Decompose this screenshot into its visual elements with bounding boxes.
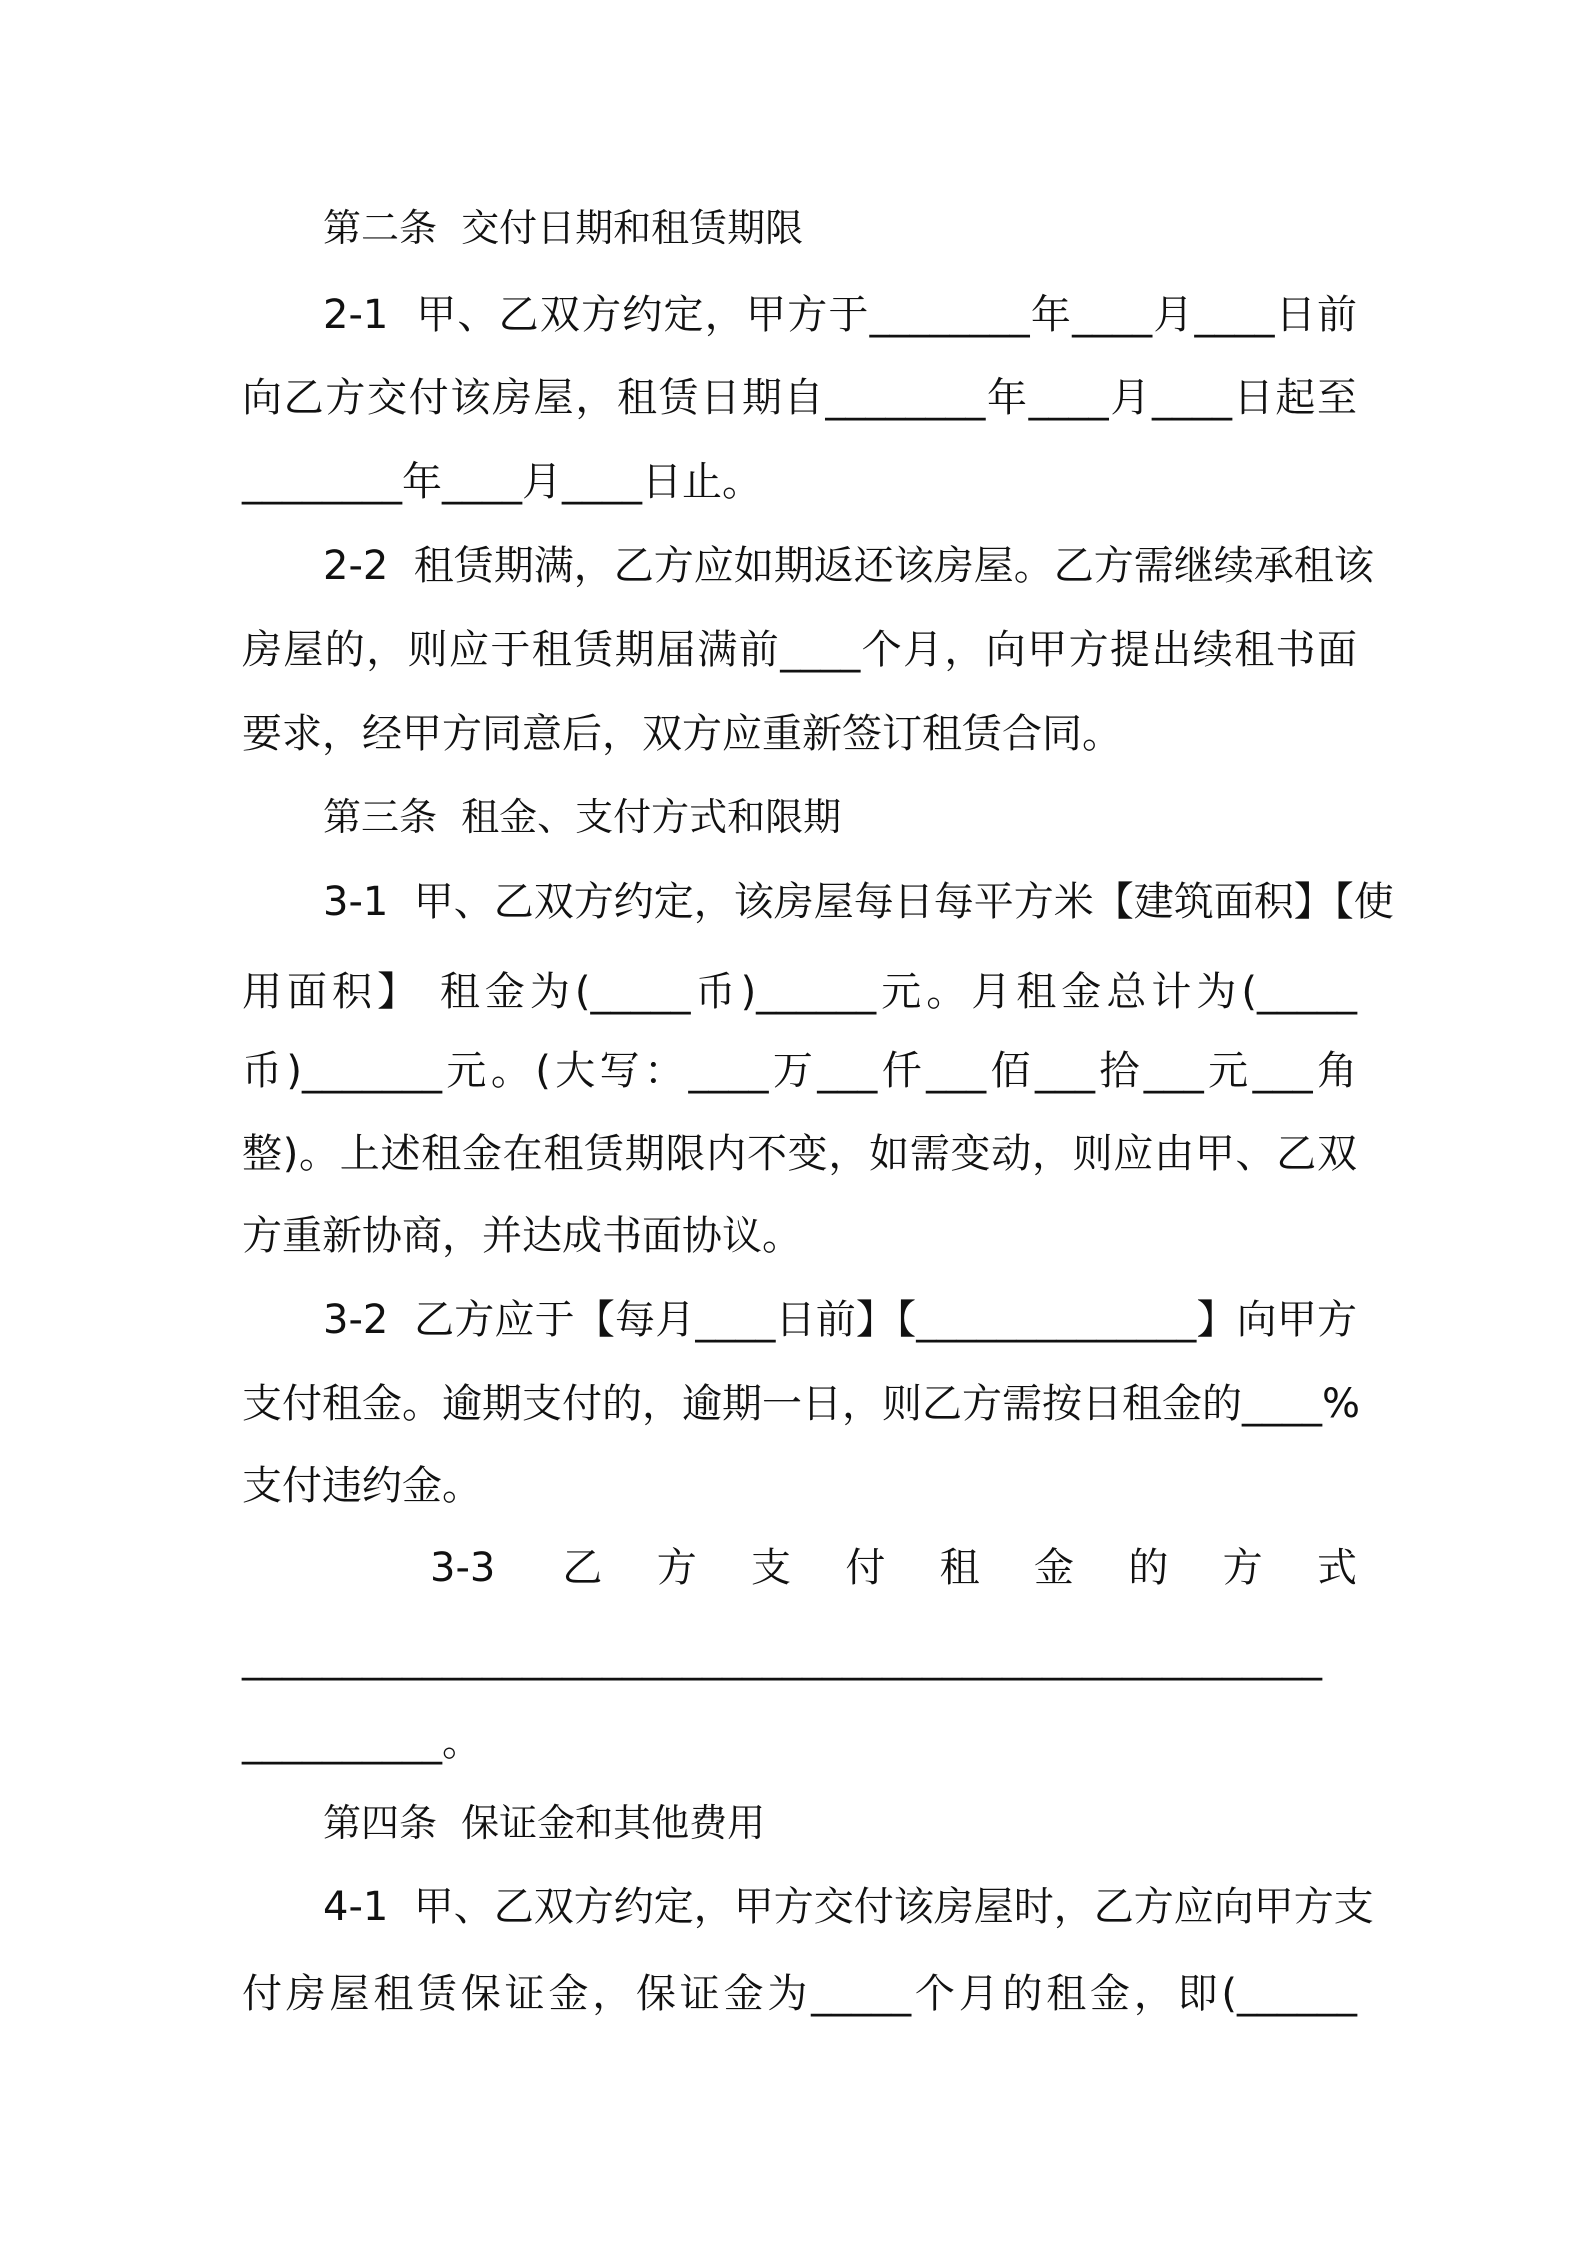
article-4-heading: 第四条 保证金和其他费用 (323, 1801, 766, 1845)
clause-3-1-line-3: 币)_______元。(大写：____万___仟___佰___拾___元___角 (242, 1048, 1357, 1094)
clause-3-3-line-2: ______________________________________________________ (242, 1635, 1322, 1681)
clause-4-1-line-2: 付房屋租赁保证金，保证金为_____个月的租金，即(______ (242, 1971, 1357, 2017)
clause-3-3-line-3: __________。 (242, 1719, 482, 1765)
clause-3-1-line-1: 3-1 甲、乙双方约定，该房屋每日每平方米【建筑面积】【使 (323, 879, 1394, 925)
clause-3-1-line-2: 用面积】 租金为(_____币)______元。月租金总计为(_____ (242, 969, 1357, 1015)
article-3-heading: 第三条 租金、支付方式和限期 (323, 795, 842, 839)
clause-3-1-line-5: 方重新协商，并达成书面协议。 (242, 1213, 802, 1259)
article-2-heading: 第二条 交付日期和租赁期限 (323, 206, 804, 250)
clause-2-2-line-3: 要求，经甲方同意后，双方应重新签订租赁合同。 (242, 711, 1122, 757)
clause-2-1-line-3: ________年____月____日止。 (242, 459, 762, 505)
clause-2-2-line-2: 房屋的，则应于租赁期届满前____个月，向甲方提出续租书面 (242, 627, 1357, 673)
clause-4-1-line-1: 4-1 甲、乙双方约定，甲方交付该房屋时，乙方应向甲方支 (323, 1884, 1374, 1930)
clause-3-3-line-1: 3-3 乙 方 支 付 租 金 的 方 式 (430, 1545, 1357, 1591)
clause-3-2-line-3: 支付违约金。 (242, 1463, 482, 1509)
clause-3-2-line-1: 3-2 乙方应于【每月____日前】【______________】向甲方 (323, 1297, 1357, 1343)
clause-2-2-line-1: 2-2 租赁期满，乙方应如期返还该房屋。乙方需继续承租该 (323, 543, 1374, 589)
clause-2-1-line-2: 向乙方交付该房屋，租赁日期自________年____月____日起至 (242, 375, 1357, 421)
clause-3-1-line-4: 整)。上述租金在租赁期限内不变，如需变动，则应由甲、乙双 (242, 1131, 1357, 1177)
clause-3-2-line-2: 支付租金。逾期支付的，逾期一日，则乙方需按日租金的____% (242, 1381, 1361, 1427)
clause-2-1-line-1: 2-1 甲、乙双方约定，甲方于________年____月____日前 (323, 292, 1357, 338)
